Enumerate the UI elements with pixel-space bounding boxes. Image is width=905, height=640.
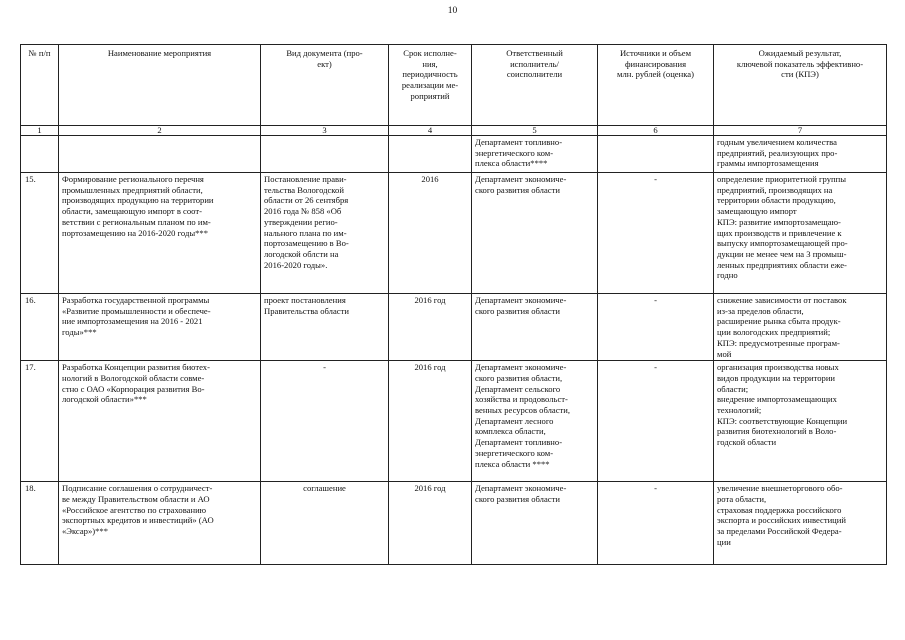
cell-doc [261,136,389,173]
header-num: № п/п [21,45,59,126]
cell-term: 2016 год [389,482,472,565]
column-number-row [21,126,887,136]
cell-financing: - [598,361,714,482]
cell-name: Разработка Концепции развития биотех- нологий в Вологодской области совме- стно с ОАО «Корпорация развития Во- логодской области»*** [59,361,261,482]
column-number: 6 [598,126,714,136]
cell-term: 2016 год [389,361,472,482]
cell-doc: соглашение [261,482,389,565]
cell-result: снижение зависимости от поставок из-за пределов области, расширение рынка сбыта продук- ции вологодских предприятий; КПЭ: предусмотренные програм- мой [714,294,887,361]
table-row [21,294,887,361]
table-row [21,361,887,482]
cell-financing: - [598,173,714,294]
cell-responsible: Департамент экономиче- ского развития области [472,482,598,565]
table-row [21,173,887,294]
column-number: 3 [261,126,389,136]
header-responsible: Ответственный исполнитель/ соисполнители [472,45,598,126]
cell-result: годным увеличением количества предприятий, реализующих про- граммы импортозамещения [714,136,887,173]
cell-responsible: Департамент экономиче- ского развития области [472,173,598,294]
column-number: 1 [21,126,59,136]
cell-doc: - [261,361,389,482]
cell-name: Формирование регионального перечня промышленных предприятий области, производящих продукцию на территории области, замещающую импорт в соот- ветствии с региональным планом по им- портозамещению на 2016-2020 годы*** [59,173,261,294]
cell-name: Подписание соглашения о сотрудничест- ве между Правительством области и АО «Российское агентство по страхованию экспортных кредитов и инвестиций» (АО «Эксар»)*** [59,482,261,565]
cell-result: увеличение внешнеторгового обо- рота области, страховая поддержка российского экспорта и российских инвестиций за пределами Российской Федера- ции [714,482,887,565]
cell-financing: - [598,482,714,565]
cell-num: 18. [21,482,59,565]
cell-num [21,136,59,173]
cell-financing: - [598,294,714,361]
header-doc: Вид документа (про- ект) [261,45,389,126]
cell-name: Разработка государственной программы «Развитие промышленности и обеспече- ние импортозамещения на 2016 - 2021 годы»*** [59,294,261,361]
cell-result: организация производства новых видов продукции на территории области; внедрение импортозамещающих технологий; КПЭ: соответствующие Концепции развития биотехнологий в Воло- годской области [714,361,887,482]
cell-num: 15. [21,173,59,294]
table-row [21,482,887,565]
cell-term [389,136,472,173]
cell-num: 17. [21,361,59,482]
measures-table [20,44,887,565]
cell-result: определение приоритетной группы предприятий, производящих на территории области продукцию, замещающую импорт КПЭ: развитие импортозамещаю- щих производств и привлечение к выпуску импортозамещающей про- дукции не менее чем на 3 промыш- ленных предприятиях области еже- годно [714,173,887,294]
cell-responsible: Департамент экономиче- ского развития области, Департамент сельского хозяйства и продовольст- венных ресурсов области, Департамент лесного комплекса области, Департамент топливно- энергетического ком- плекса области **** [472,361,598,482]
column-number: 4 [389,126,472,136]
cell-financing [598,136,714,173]
cell-doc: проект постановления Правительства области [261,294,389,361]
table-row [21,136,887,173]
cell-term: 2016 [389,173,472,294]
cell-responsible: Департамент экономиче- ского развития области [472,294,598,361]
header-result: Ожидаемый результат, ключевой показатель эффективно- сти (КПЭ) [714,45,887,126]
cell-name [59,136,261,173]
header-name: Наименование мероприятия [59,45,261,126]
header-term: Срок исполне- ния, периодичность реализации ме- роприятий [389,45,472,126]
header-row [21,45,887,126]
column-number: 2 [59,126,261,136]
cell-num: 16. [21,294,59,361]
header-financing: Источники и объем финансирования млн. рублей (оценка) [598,45,714,126]
cell-doc: Постановление прави- тельства Вологодской области от 26 сентября 2016 года № 858 «Об утверждении регио- нального плана по им- портозамещению в Во- логодской облсти на 2016-2020 годы». [261,173,389,294]
column-number: 5 [472,126,598,136]
cell-term: 2016 год [389,294,472,361]
column-number: 7 [714,126,887,136]
page-number: 10 [447,6,458,16]
cell-responsible: Департамент топливно- энергетического ком- плекса области**** [472,136,598,173]
